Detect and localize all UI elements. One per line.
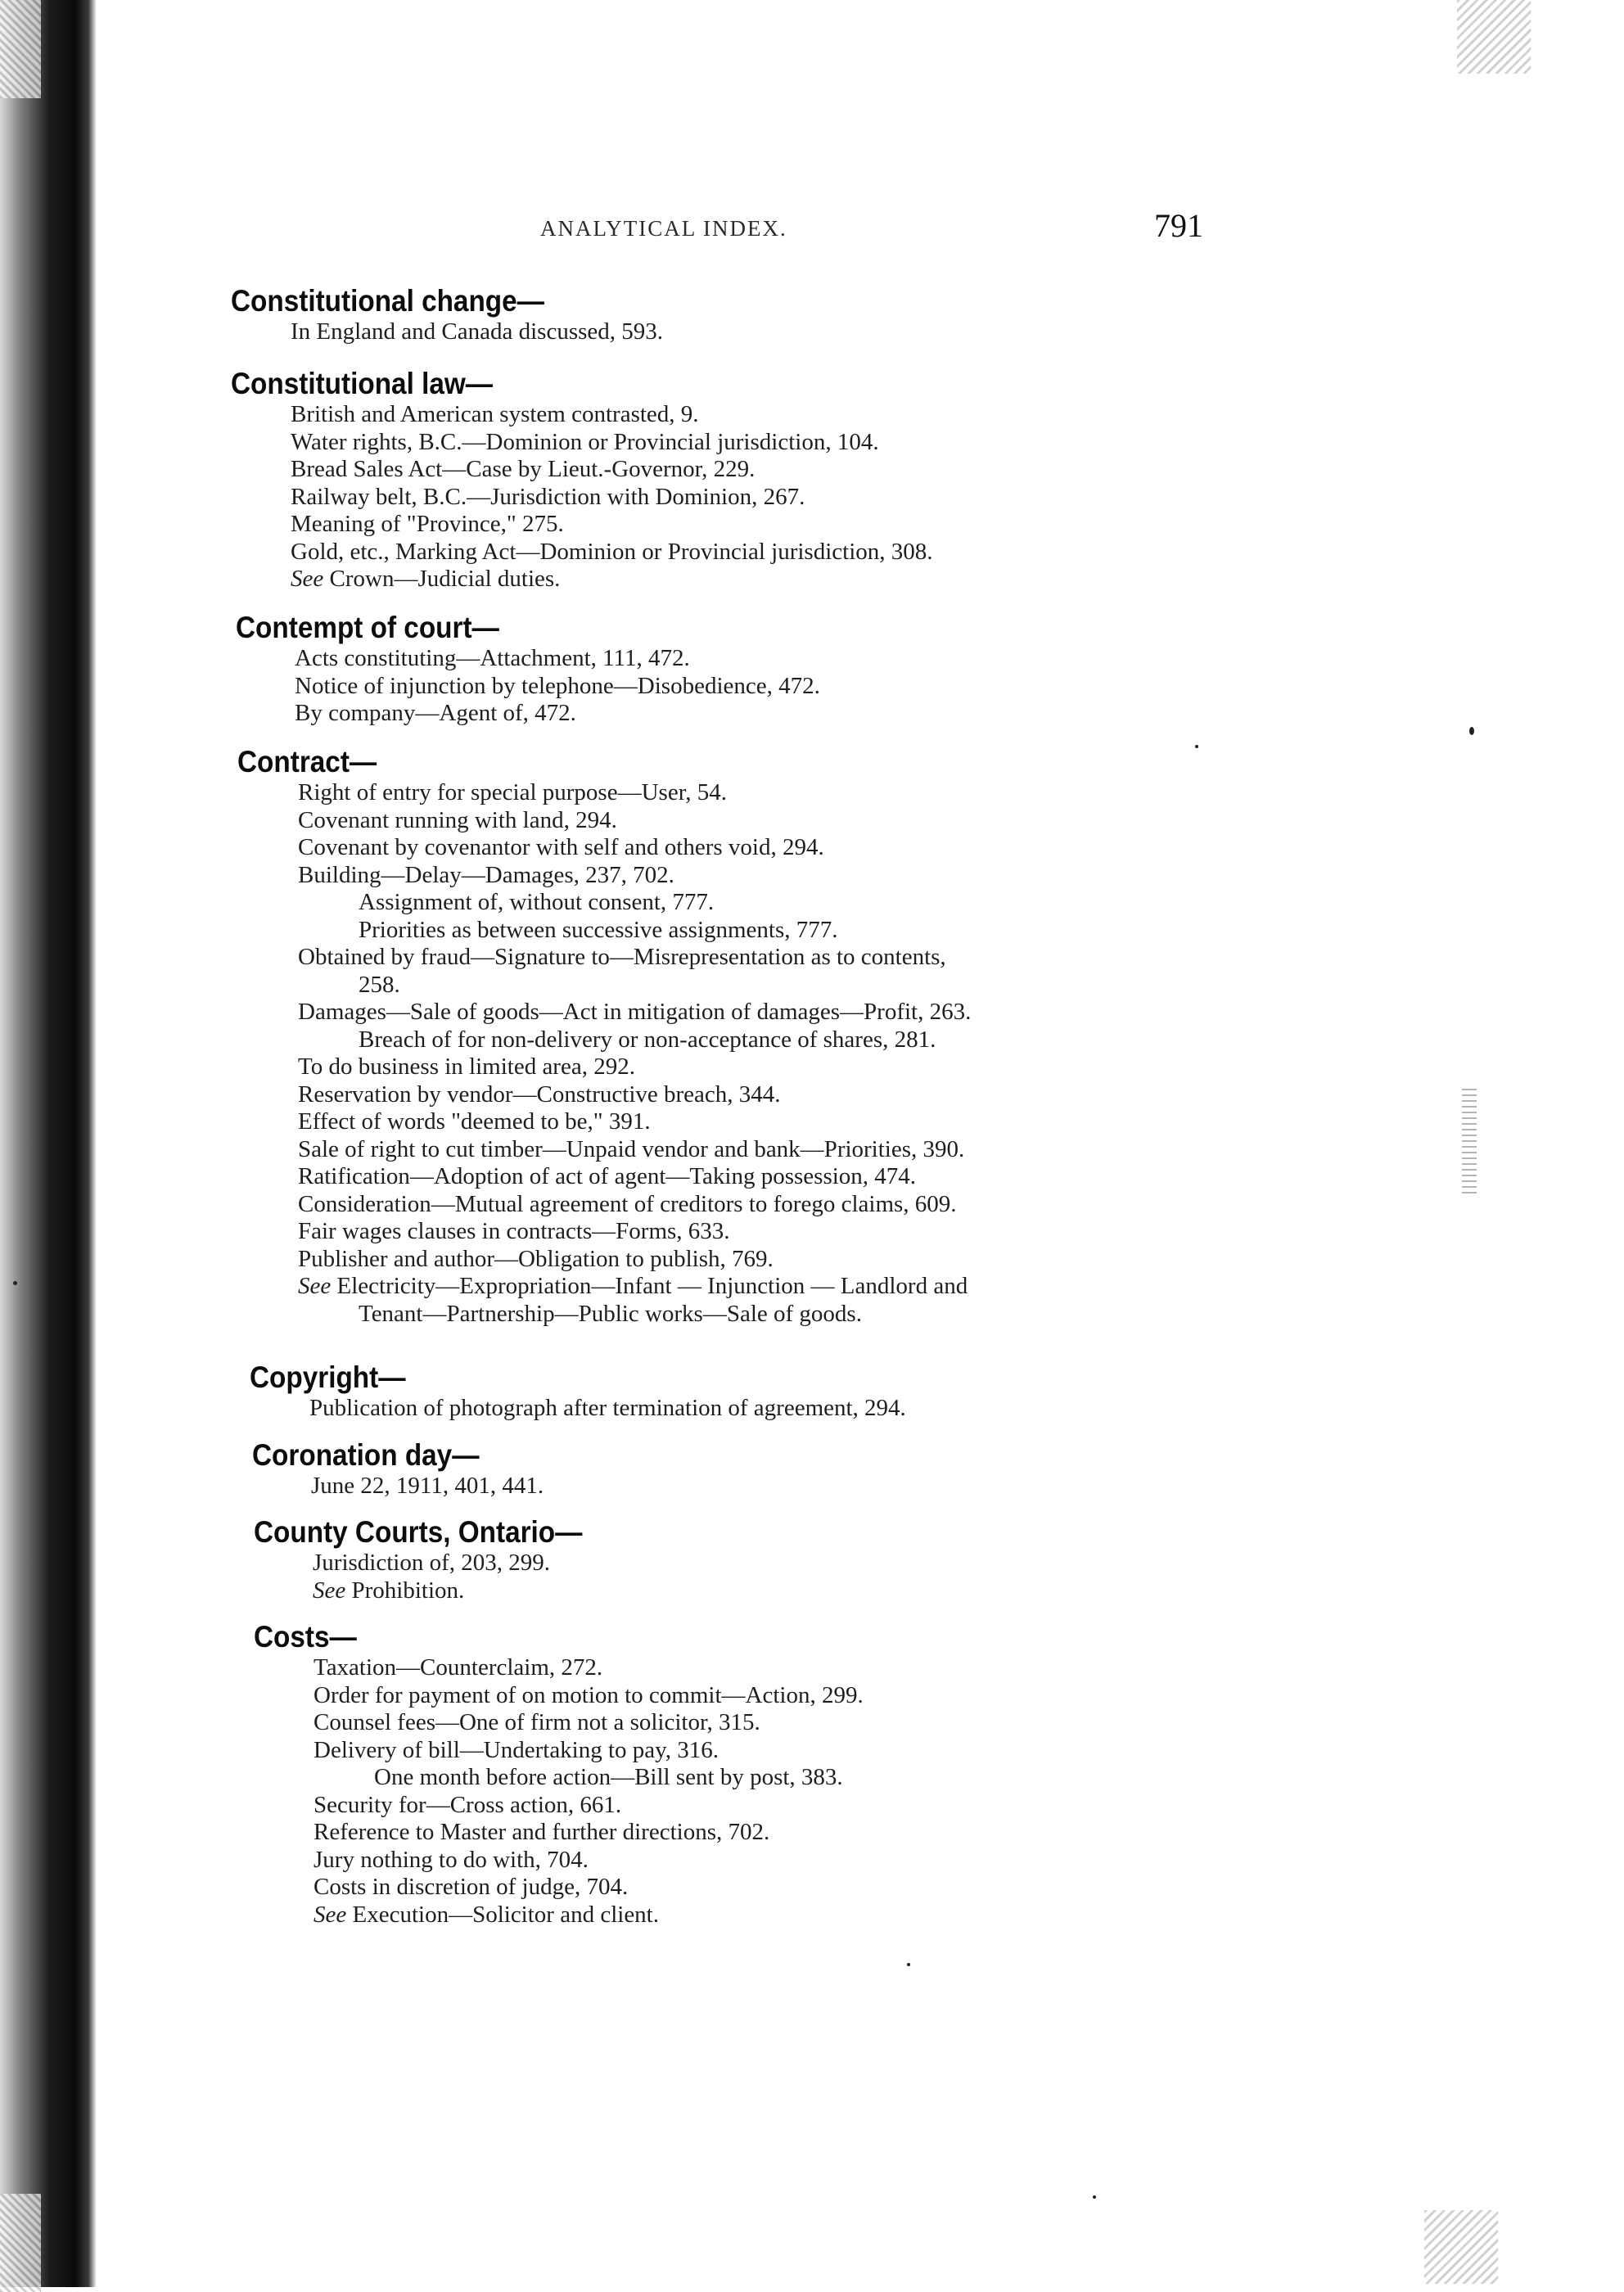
see-label: See [291,566,324,592]
index-entry-county-courts-ontario [254,1515,619,1604]
entry-line: Order for payment of on motion to commit—Action, 299. [314,1681,864,1708]
entry-line: Reservation by vendor—Constructive breach, 344. [298,1081,781,1108]
entry-line: Notice of injunction by telephone—Disobedience, 472. [295,672,820,699]
see-reference: Prohibition. [351,1577,465,1604]
entry-line: Covenant by covenantor with self and others void, 294. [298,834,824,860]
entry-line: Covenant running with land, 294. [298,806,617,833]
entry-line-see [291,566,933,593]
see-label: See [298,1273,332,1299]
entry-line: Effect of words "deemed to be," 391. [298,1108,651,1135]
entry-line: 258. [359,971,400,998]
entry-line: Security for—Cross action, 661. [314,1791,622,1818]
entry-line: Taxation—Counterclaim, 272. [314,1654,603,1681]
entry-line: One month before action—Bill sent by post, 383. [374,1764,843,1790]
entry-line: Damages—Sale of goods—Act in mitigation of damages—Profit, 263. [298,999,972,1025]
entry-lines [231,401,933,593]
entry-lines [250,1395,906,1423]
entry-line: Breach of for non-delivery or non-acceptance of shares, 281. [359,1026,936,1053]
running-head: ANALYTICAL INDEX. [540,216,787,241]
entry-line-see [313,1577,619,1605]
entry-line: Right of entry for special purpose—User, 54. [298,779,727,805]
entry-lines [254,1550,619,1604]
see-label: See [314,1901,347,1928]
entry-line: Building—Delay—Damages, 237, 702. [298,861,674,888]
page-header [540,206,1203,247]
entry-line: Counsel fees—One of firm not a solicitor, 315. [314,1709,760,1735]
page-number: 791 [1154,207,1203,244]
entry-line: Sale of right to cut timber—Unpaid vendor and bank—Priorities, 390. [298,1135,965,1162]
entry-lines [254,1654,864,1929]
entry-line: Water rights, B.C.—Dominion or Provincial jurisdiction, 104. [291,428,879,455]
entry-lines [237,779,971,1328]
entry-line: Bread Sales Act—Case by Lieut.-Governor, 229. [291,456,756,482]
entry-line: Tenant—Partnership—Public works—Sale of goods. [359,1300,862,1327]
entry-line: In England and Canada discussed, 593. [291,318,664,345]
entry-heading: Constitutional change— [231,284,544,318]
see-label: See [313,1577,346,1604]
entry-heading: Copyright— [250,1360,406,1394]
entry-line: Jury nothing to do with, 704. [314,1846,589,1873]
entry-heading: County Courts, Ontario— [254,1515,583,1549]
entry-lines [236,645,820,728]
entry-lines [231,318,663,346]
entry-line: Meaning of "Province," 275. [291,511,564,537]
see-reference: Electricity—Expropriation—Infant — Injunction — Landlord and [336,1273,968,1299]
index-entry-coronation-day [252,1438,544,1500]
entry-line: Fair wages clauses in contracts—Forms, 633. [298,1218,730,1244]
entry-line: Acts constituting—Attachment, 111, 472. [295,645,690,671]
entry-line: Publisher and author—Obligation to publish, 769. [298,1245,774,1272]
entry-heading: Contempt of court— [236,611,499,644]
entry-heading: Costs— [254,1620,357,1654]
index-entry-copyright [250,1360,906,1423]
entry-line: Delivery of bill—Undertaking to pay, 316. [314,1736,720,1763]
entry-line: Railway belt, B.C.—Jurisdiction with Dominion, 267. [291,483,805,510]
entry-line: By company—Agent of, 472. [295,700,576,726]
entry-line: Assignment of, without consent, 777. [359,889,715,915]
entry-heading: Coronation day— [252,1438,480,1472]
entry-line: Consideration—Mutual agreement of creditors to forego claims, 609. [298,1190,957,1217]
entry-line: Costs in discretion of judge, 704. [314,1874,629,1900]
entry-heading: Contract— [237,745,377,778]
entry-line: To do business in limited area, 292. [298,1054,635,1080]
entry-line: Obtained by fraud—Signature to—Misrepresentation as to contents, [298,944,946,970]
entry-line: Jurisdiction of, 203, 299. [313,1550,550,1576]
entry-line: June 22, 1911, 401, 441. [311,1473,544,1499]
index-entry-costs [254,1620,864,1929]
see-reference: Execution—Solicitor and client. [352,1901,659,1928]
entry-lines [252,1473,544,1500]
entry-line: British and American system contrasted, 9. [291,401,699,427]
entry-line: Reference to Master and further directions, 702. [314,1819,770,1845]
entry-line: Ratification—Adoption of act of agent—Taking possession, 474. [298,1163,917,1189]
entry-line: Priorities as between successive assignments, 777. [359,916,838,943]
index-entry-constitutional-law [231,367,933,593]
entry-line: Gold, etc., Marking Act—Dominion or Provincial jurisdiction, 308. [291,538,933,565]
index-entry-contract [237,745,971,1328]
index-entry-contempt-of-court [236,611,820,728]
entry-heading: Constitutional law— [231,367,494,400]
entry-line-see [298,1273,971,1301]
see-reference: Crown—Judicial duties. [329,566,561,592]
entry-line-see [314,1902,864,1929]
entry-line: Publication of photograph after termination of agreement, 294. [309,1395,906,1421]
index-entry-constitutional-change [231,284,663,346]
